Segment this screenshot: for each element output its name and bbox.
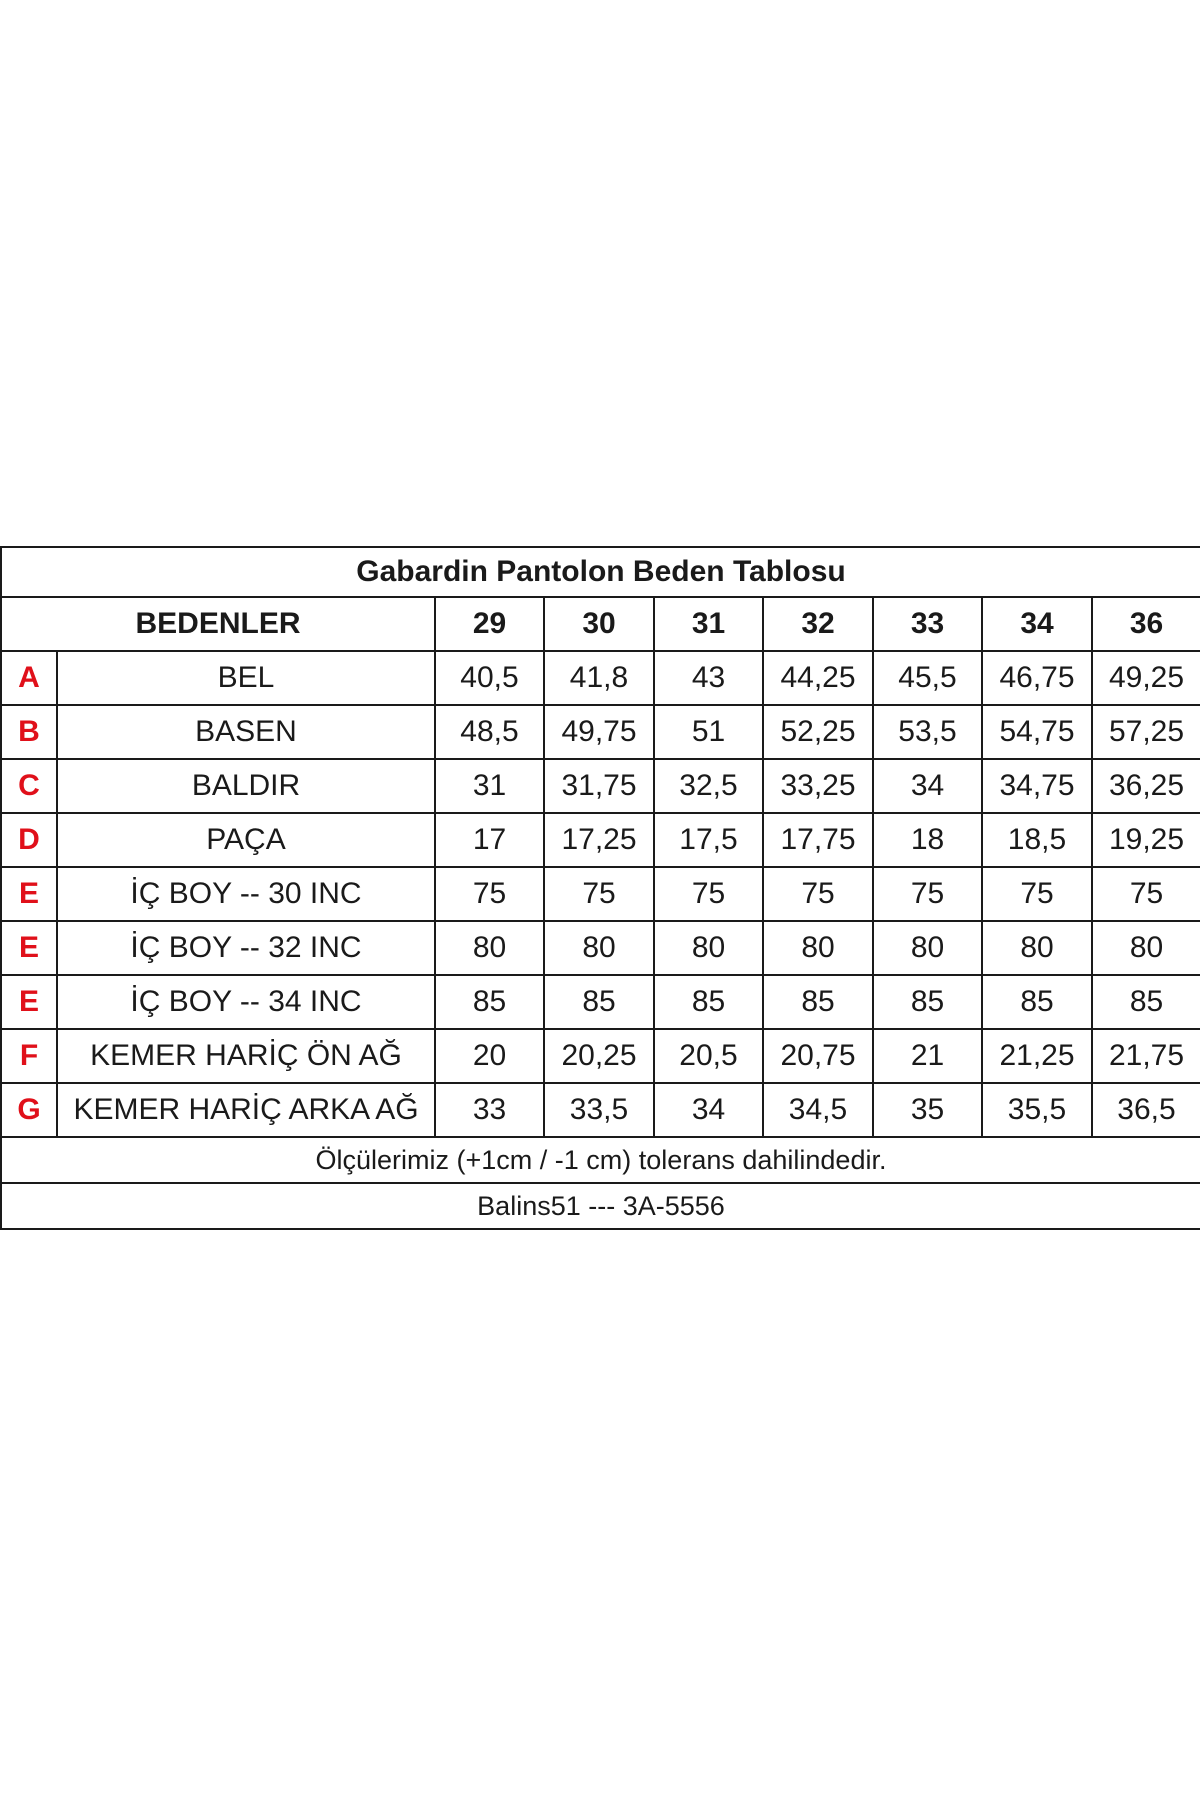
measure-value: 34: [873, 759, 982, 813]
measure-value: 85: [1092, 975, 1200, 1029]
measure-value: 34: [654, 1083, 763, 1137]
table-row: [1, 705, 1200, 759]
table-title: Gabardin Pantolon Beden Tablosu: [1, 547, 1200, 597]
measure-value: 85: [435, 975, 544, 1029]
measure-letter: C: [1, 759, 57, 813]
measure-value: 36,25: [1092, 759, 1200, 813]
measure-value: 75: [1092, 867, 1200, 921]
measure-value: 75: [544, 867, 654, 921]
measure-value: 19,25: [1092, 813, 1200, 867]
size-header: 29: [435, 597, 544, 651]
measure-name: İÇ BOY -- 34 INC: [57, 975, 435, 1029]
measure-name: PAÇA: [57, 813, 435, 867]
measure-value: 34,75: [982, 759, 1092, 813]
measure-value: 36,5: [1092, 1083, 1200, 1137]
measure-value: 54,75: [982, 705, 1092, 759]
measure-value: 18,5: [982, 813, 1092, 867]
size-header: 36: [1092, 597, 1200, 651]
measure-value: 57,25: [1092, 705, 1200, 759]
measure-value: 48,5: [435, 705, 544, 759]
measure-name: BALDIR: [57, 759, 435, 813]
measure-value: 85: [982, 975, 1092, 1029]
measure-value: 20: [435, 1029, 544, 1083]
measure-value: 45,5: [873, 651, 982, 705]
table-row: [1, 921, 1200, 975]
measure-value: 85: [763, 975, 873, 1029]
table-row: [1, 867, 1200, 921]
measure-value: 17,5: [654, 813, 763, 867]
measure-value: 17: [435, 813, 544, 867]
measure-value: 85: [873, 975, 982, 1029]
measure-value: 35,5: [982, 1083, 1092, 1137]
measure-value: 40,5: [435, 651, 544, 705]
sizes-label: BEDENLER: [1, 597, 435, 651]
table-row: [1, 975, 1200, 1029]
measure-value: 75: [763, 867, 873, 921]
measure-value: 53,5: [873, 705, 982, 759]
measure-name: BASEN: [57, 705, 435, 759]
table-row: [1, 1029, 1200, 1083]
measure-value: 21,75: [1092, 1029, 1200, 1083]
measure-value: 80: [1092, 921, 1200, 975]
size-header: 33: [873, 597, 982, 651]
measure-name: İÇ BOY -- 32 INC: [57, 921, 435, 975]
measure-value: 41,8: [544, 651, 654, 705]
measure-value: 49,75: [544, 705, 654, 759]
measure-value: 80: [982, 921, 1092, 975]
measure-value: 33,25: [763, 759, 873, 813]
measure-value: 17,25: [544, 813, 654, 867]
measure-letter: E: [1, 975, 57, 1029]
measure-value: 21: [873, 1029, 982, 1083]
product-code: Balins51 --- 3A-5556: [1, 1183, 1200, 1229]
measure-name: İÇ BOY -- 30 INC: [57, 867, 435, 921]
measure-letter: F: [1, 1029, 57, 1083]
measure-value: 17,75: [763, 813, 873, 867]
size-header: 32: [763, 597, 873, 651]
measure-value: 44,25: [763, 651, 873, 705]
measure-letter: A: [1, 651, 57, 705]
size-table: [0, 546, 1200, 1230]
measure-value: 31,75: [544, 759, 654, 813]
measure-value: 33,5: [544, 1083, 654, 1137]
measure-value: 85: [544, 975, 654, 1029]
measure-value: 80: [654, 921, 763, 975]
measure-value: 46,75: [982, 651, 1092, 705]
measure-letter: E: [1, 867, 57, 921]
measure-value: 31: [435, 759, 544, 813]
measure-value: 49,25: [1092, 651, 1200, 705]
measure-value: 18: [873, 813, 982, 867]
measure-name: KEMER HARİÇ ÖN AĞ: [57, 1029, 435, 1083]
measure-value: 20,5: [654, 1029, 763, 1083]
measure-value: 75: [873, 867, 982, 921]
table-row: [1, 759, 1200, 813]
table-row: [1, 651, 1200, 705]
measure-value: 75: [654, 867, 763, 921]
measure-letter: E: [1, 921, 57, 975]
measure-value: 52,25: [763, 705, 873, 759]
table-row: [1, 1083, 1200, 1137]
measure-value: 34,5: [763, 1083, 873, 1137]
measure-value: 80: [873, 921, 982, 975]
size-chart: [0, 546, 1200, 1230]
table-row: [1, 813, 1200, 867]
measure-value: 21,25: [982, 1029, 1092, 1083]
measure-value: 80: [763, 921, 873, 975]
measure-letter: D: [1, 813, 57, 867]
measure-value: 32,5: [654, 759, 763, 813]
size-header: 34: [982, 597, 1092, 651]
tolerance-note: Ölçülerimiz (+1cm / -1 cm) tolerans dahilindedir.: [1, 1137, 1200, 1183]
measure-value: 85: [654, 975, 763, 1029]
measure-value: 20,75: [763, 1029, 873, 1083]
measure-value: 80: [435, 921, 544, 975]
measure-value: 43: [654, 651, 763, 705]
measure-letter: B: [1, 705, 57, 759]
measure-value: 33: [435, 1083, 544, 1137]
measure-value: 51: [654, 705, 763, 759]
measure-value: 20,25: [544, 1029, 654, 1083]
header-row: [1, 597, 1200, 651]
size-header: 31: [654, 597, 763, 651]
measure-value: 75: [435, 867, 544, 921]
measure-value: 35: [873, 1083, 982, 1137]
measure-value: 80: [544, 921, 654, 975]
measure-name: BEL: [57, 651, 435, 705]
measure-value: 75: [982, 867, 1092, 921]
size-header: 30: [544, 597, 654, 651]
measure-name: KEMER HARİÇ ARKA AĞ: [57, 1083, 435, 1137]
measure-letter: G: [1, 1083, 57, 1137]
